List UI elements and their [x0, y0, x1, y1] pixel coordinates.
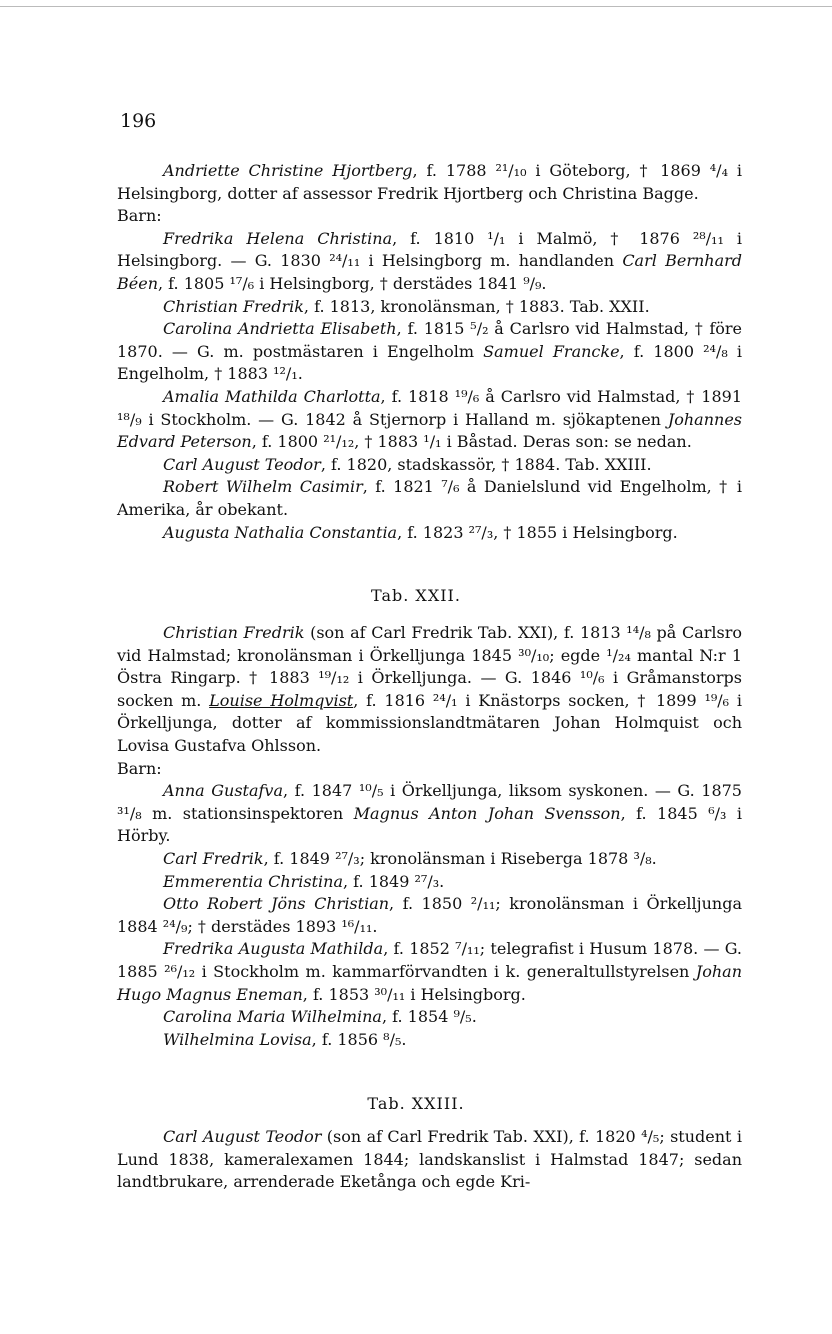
child-text: , f. 1821 ⁷/₆ å Danielslund vid Engelholm, † i Amerika, år obekant.: [117, 477, 742, 519]
child-name: Otto Robert Jöns Christian: [163, 894, 390, 914]
head-text: (son af Carl Fredrik Tab. XXI), f. 1813 ¹⁴/₈ på Carlsro vid Halmstad; kronolänsman i Örkelljunga 1845 ³⁰/₁₀; egde ¹/₂₄ mantal N:r 1 Östra Ringarp. † 1883 ¹⁹/₁₂ i Örkelljunga. — G. 1846 ¹⁰/₆ i Gråmanstorps socken m.: [117, 623, 742, 710]
page-number: 196: [120, 110, 157, 132]
spouse-text: , f. 1800 ²¹/₁₂, † 1883 ¹/₁ i Båstad. Deras son: se nedan.: [251, 432, 692, 452]
spouse-name: Johannes Edvard Peterson: [117, 409, 742, 452]
child-entry: [117, 893, 742, 938]
spouse-text: , f. 1853 ³⁰/₁₁ i Helsingborg.: [302, 984, 526, 1004]
barn-label: Barn:: [117, 206, 162, 226]
child-name: Fredrika Helena Christina: [163, 228, 393, 248]
head-paragraph: [117, 1126, 742, 1194]
section-title-tab-xxii: Tab. XXII.: [371, 586, 461, 605]
child-text: , f. 1849 ²⁷/₃; kronolänsman i Riseberga 1878 ³/₈.: [263, 848, 657, 868]
child-text: , f. 1823 ²⁷/₃, † 1855 i Helsingborg.: [397, 522, 678, 542]
child-entry: [117, 522, 742, 545]
child-name: Emmerentia Christina: [163, 871, 343, 891]
head-text: (son af Carl Fredrik Tab. XXI), f. 1820 ⁴/₅; student i Lund 1838, kameralexamen 1844; landskanslist i Halmstad 1847; sedan landtbrukare, arrenderade Eketånga och egde Kri-: [117, 1127, 742, 1192]
spouse-text: , f. 1800 ²⁴/₈ i Engelholm, † 1883 ¹²/₁.: [117, 341, 742, 384]
spouse-text: , f. 1805 ¹⁷/₆ i Helsingborg, † derstädes 1841 ⁹/₉.: [158, 273, 547, 293]
child-name: Fredrika Augusta Mathilda: [163, 939, 384, 959]
wife-name: Louise Holmqvist: [209, 690, 354, 710]
child-text: , f. 1820, stadskassör, † 1884. Tab. XXIII.: [320, 454, 652, 474]
child-entry: [117, 228, 742, 296]
child-name: Carolina Andrietta Elisabeth: [163, 319, 397, 339]
child-name: Christian Fredrik: [163, 296, 304, 316]
child-name: Carl Fredrik: [163, 848, 264, 868]
head-name: Carl August Teodor: [163, 1127, 322, 1146]
child-name: Anna Gustafva: [163, 781, 284, 801]
child-entry: [117, 318, 742, 386]
child-entry: [117, 848, 742, 871]
child-text: , f. 1813, kronolänsman, † 1883. Tab. XXII.: [303, 296, 650, 316]
child-entry: [117, 1006, 742, 1029]
child-name: Wilhelmina Lovisa: [163, 1029, 312, 1049]
child-text: , f. 1818 ¹⁹/₆ å Carlsro vid Halmstad, † 1891 ¹⁸/₉ i Stockholm. — G. 1842 å Stjernorp i Halland m. sjökaptenen: [117, 386, 742, 429]
intro-paragraph: [117, 160, 742, 205]
head-paragraph: [117, 622, 742, 758]
child-name: Robert Wilhelm Casimir: [163, 477, 363, 497]
page-top-rule: [0, 6, 832, 7]
section-title-tab-xxiii: Tab. XXIII.: [367, 1094, 465, 1113]
child-text: , f. 1815 ⁵/₂ å Carlsro vid Halmstad, † före 1870. — G. m. postmästaren i Engelholm: [117, 319, 743, 361]
barn-label: Barn:: [117, 758, 162, 778]
spouse-text: , f. 1845 ⁶/₃ i Hörby.: [117, 803, 743, 846]
child-entry: [117, 296, 742, 319]
child-entry: [117, 871, 742, 894]
child-text: , f. 1852 ⁷/₁₁; telegrafist i Husum 1878. — G. 1885 ²⁶/₁₂ i Stockholm m. kammarförvandten i k. generaltullstyrelsen: [117, 939, 743, 981]
child-entry: [117, 476, 742, 521]
tab-xxii-block: [117, 622, 742, 1051]
person-name: Andriette Christine Hjortberg: [163, 161, 413, 180]
child-entry: [117, 1029, 742, 1052]
spouse-name: Samuel Francke: [483, 341, 620, 361]
child-text: , f. 1854 ⁹/₅.: [381, 1007, 477, 1027]
child-name: Amalia Mathilda Charlotta: [163, 386, 381, 406]
child-text: , f. 1856 ⁸/₅.: [311, 1029, 407, 1049]
child-text: , f. 1850 ²/₁₁; kronolänsman i Örkelljunga 1884 ²⁴/₉; † derstädes 1893 ¹⁶/₁₁.: [117, 894, 743, 936]
child-name: Carl August Teodor: [163, 454, 321, 474]
spouse-name: Magnus Anton Johan Svensson: [353, 803, 621, 823]
child-entry: [117, 454, 742, 477]
child-name: Carolina Maria Wilhelmina: [163, 1007, 382, 1027]
child-entry: [117, 386, 742, 454]
spouse-name: Carl Bernhard Béen: [117, 251, 743, 293]
person-text: , f. 1788 ²¹/₁₀ i Göteborg, † 1869 ⁴/₄ i Helsingborg, dotter af assessor Fredrik Hjortberg och Christina Bagge.: [117, 161, 743, 203]
child-text: , f. 1849 ²⁷/₃.: [343, 871, 445, 891]
wife-text: , f. 1816 ²⁴/₁ i Knästorps socken, † 1899 ¹⁹/₆ i Örkelljunga, dotter af kommissionslandtmätaren Johan Holmquist och Lovisa Gustafva Ohlsson.: [117, 690, 743, 755]
intro-block: [117, 160, 742, 544]
child-entry: [117, 938, 742, 1006]
spouse-name: Johan Hugo Magnus Eneman: [117, 961, 742, 1004]
child-text: , f. 1847 ¹⁰/₅ i Örkelljunga, liksom syskonen. — G. 1875 ³¹/₈ m. stationsinspektoren: [117, 781, 742, 823]
tab-xxiii-block: [117, 1126, 742, 1194]
child-entry: [117, 780, 742, 848]
child-name: Augusta Nathalia Constantia: [163, 522, 398, 542]
child-text: , f. 1810 ¹/₁ i Malmö, † 1876 ²⁸/₁₁ i Helsingborg. — G. 1830 ²⁴/₁₁ i Helsingborg m. handlanden: [117, 228, 742, 271]
head-name: Christian Fredrik: [163, 623, 305, 642]
